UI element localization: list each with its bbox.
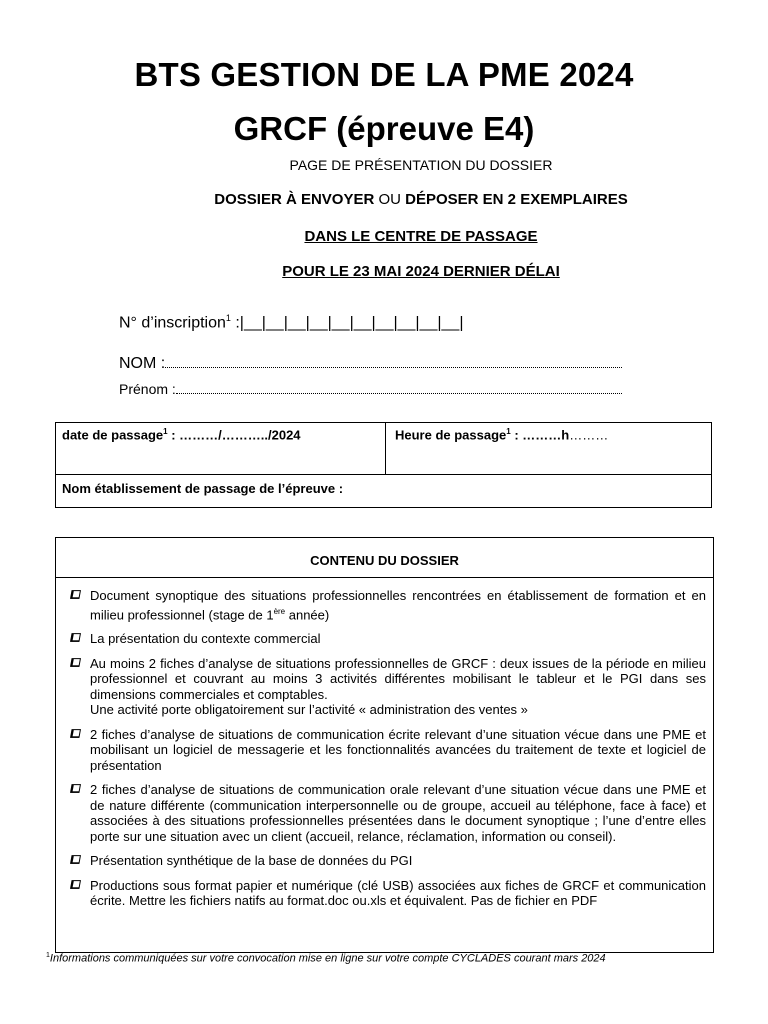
- contenu-item-text-line2: Une activité porte obligatoirement sur l’activité « administration des ventes »: [90, 702, 528, 718]
- prenom-label: Prénom :: [119, 381, 176, 397]
- footnote-text: Informations communiquées sur votre convocation mise en ligne sur votre compte CYCLADES courant mars 2024: [49, 952, 606, 965]
- contenu-list: [68, 588, 706, 918]
- contenu-item-text-end: année): [285, 606, 330, 622]
- footnote: [46, 952, 606, 965]
- footnote-marker: 1: [46, 952, 50, 959]
- contenu-item-text: Présentation synthétique de la base de données du PGI: [90, 853, 413, 869]
- contenu-item-sup: ère: [273, 606, 286, 616]
- checkbox-icon[interactable]: [70, 590, 81, 599]
- inscription-footnote-ref: 1: [225, 313, 231, 323]
- heure-passage-cell[interactable]: [395, 427, 608, 442]
- prenom-dotted-line[interactable]: [176, 381, 622, 394]
- send-instruction: [0, 191, 768, 208]
- contenu-item: [68, 853, 706, 869]
- heure-colon: : ………: [510, 427, 562, 443]
- date-passage-label: date de passage: [62, 427, 164, 443]
- contenu-item: [68, 727, 706, 774]
- page-label: PAGE DE PRÉSENTATION DU DOSSIER: [289, 157, 553, 173]
- send-part3: DÉPOSER EN 2 EXEMPLAIRES: [405, 191, 628, 208]
- checkbox-icon[interactable]: [70, 784, 81, 793]
- center-instruction: DANS LE CENTRE DE PASSAGE: [304, 228, 538, 245]
- heure-footnote-ref: 1: [506, 427, 511, 436]
- contenu-item-text: 2 fiches d’analyse de situations de communication écrite relevant d’une situation vécue dans une PME et mobilisant un logiciel de messagerie et les fonctionnalités avancées du traitement de texte et logiciel de présentation: [90, 726, 706, 773]
- contenu-item: [68, 588, 706, 622]
- date-passage-cell[interactable]: [62, 427, 301, 442]
- checkbox-icon[interactable]: [70, 855, 81, 864]
- send-part1: DOSSIER À ENVOYER: [214, 191, 375, 208]
- heure-minutes[interactable]: ………: [569, 427, 609, 443]
- contenu-heading: CONTENU DU DOSSIER: [56, 538, 713, 578]
- contenu-item: [68, 656, 706, 718]
- contenu-item: [68, 631, 706, 647]
- passage-divider: [385, 423, 386, 474]
- date-footnote-ref: 1: [163, 427, 168, 436]
- contenu-item: [68, 782, 706, 844]
- document-title: BTS GESTION DE LA PME 2024: [134, 56, 634, 93]
- inscription-field[interactable]: [119, 313, 463, 332]
- checkbox-icon[interactable]: [70, 658, 81, 667]
- inscription-boxes[interactable]: :|__|__|__|__|__|__|__|__|__|__|: [230, 314, 464, 332]
- contenu-item-text: Document synoptique des situations professionnelles rencontrées en établissement de formation et en milieu professionnel (stage de 1: [90, 588, 706, 622]
- deadline-instruction: POUR LE 23 MAI 2024 DERNIER DÉLAI: [282, 263, 560, 280]
- etablissement-label[interactable]: Nom établissement de passage de l’épreuve :: [62, 481, 344, 496]
- nom-field[interactable]: [119, 355, 622, 373]
- date-passage-value[interactable]: : ………/………../2024: [167, 427, 301, 443]
- heure-h: h: [561, 427, 570, 443]
- contenu-table: [55, 537, 714, 953]
- nom-label: NOM :: [119, 355, 166, 372]
- contenu-item-text: 2 fiches d’analyse de situations de communication orale relevant d’une situation vécue dans une PME et de nature différente (communication interpersonnelle ou de groupe, accueil au téléphone, face à face) et associées à des situations professionnelles présentées dans le document synoptique ; l’une d’entre elles porte sur une situation avec un client (accueil, relance, réclamation, information ou conseil).: [90, 782, 706, 844]
- checkbox-icon[interactable]: [70, 880, 81, 889]
- contenu-item-text: Au moins 2 fiches d’analyse de situations professionnelles de GRCF : deux issues de la période en milieu professionnel et couvrant au moins 3 activités différentes mobilisant le tableur et le PGI dans ses dimensions commerciales et comptables.: [90, 655, 706, 702]
- checkbox-icon[interactable]: [70, 633, 81, 642]
- passage-table: [55, 422, 712, 508]
- send-part2: OU: [374, 191, 406, 208]
- prenom-field[interactable]: [119, 381, 622, 397]
- contenu-item-text: Productions sous format papier et numérique (clé USB) associées aux fiches de GRCF et communication écrite. Mettre les fichiers natifs au format.doc ou.xls et équivalent. Pas de fichier en PDF: [90, 877, 706, 909]
- checkbox-icon[interactable]: [70, 729, 81, 738]
- inscription-label: N° d’inscription: [119, 314, 226, 332]
- contenu-item-text: La présentation du contexte commercial: [90, 631, 321, 647]
- nom-dotted-line[interactable]: [165, 355, 622, 368]
- contenu-item: [68, 878, 706, 909]
- heure-passage-label: Heure de passage: [395, 427, 507, 443]
- exam-title: GRCF (épreuve E4): [233, 110, 535, 147]
